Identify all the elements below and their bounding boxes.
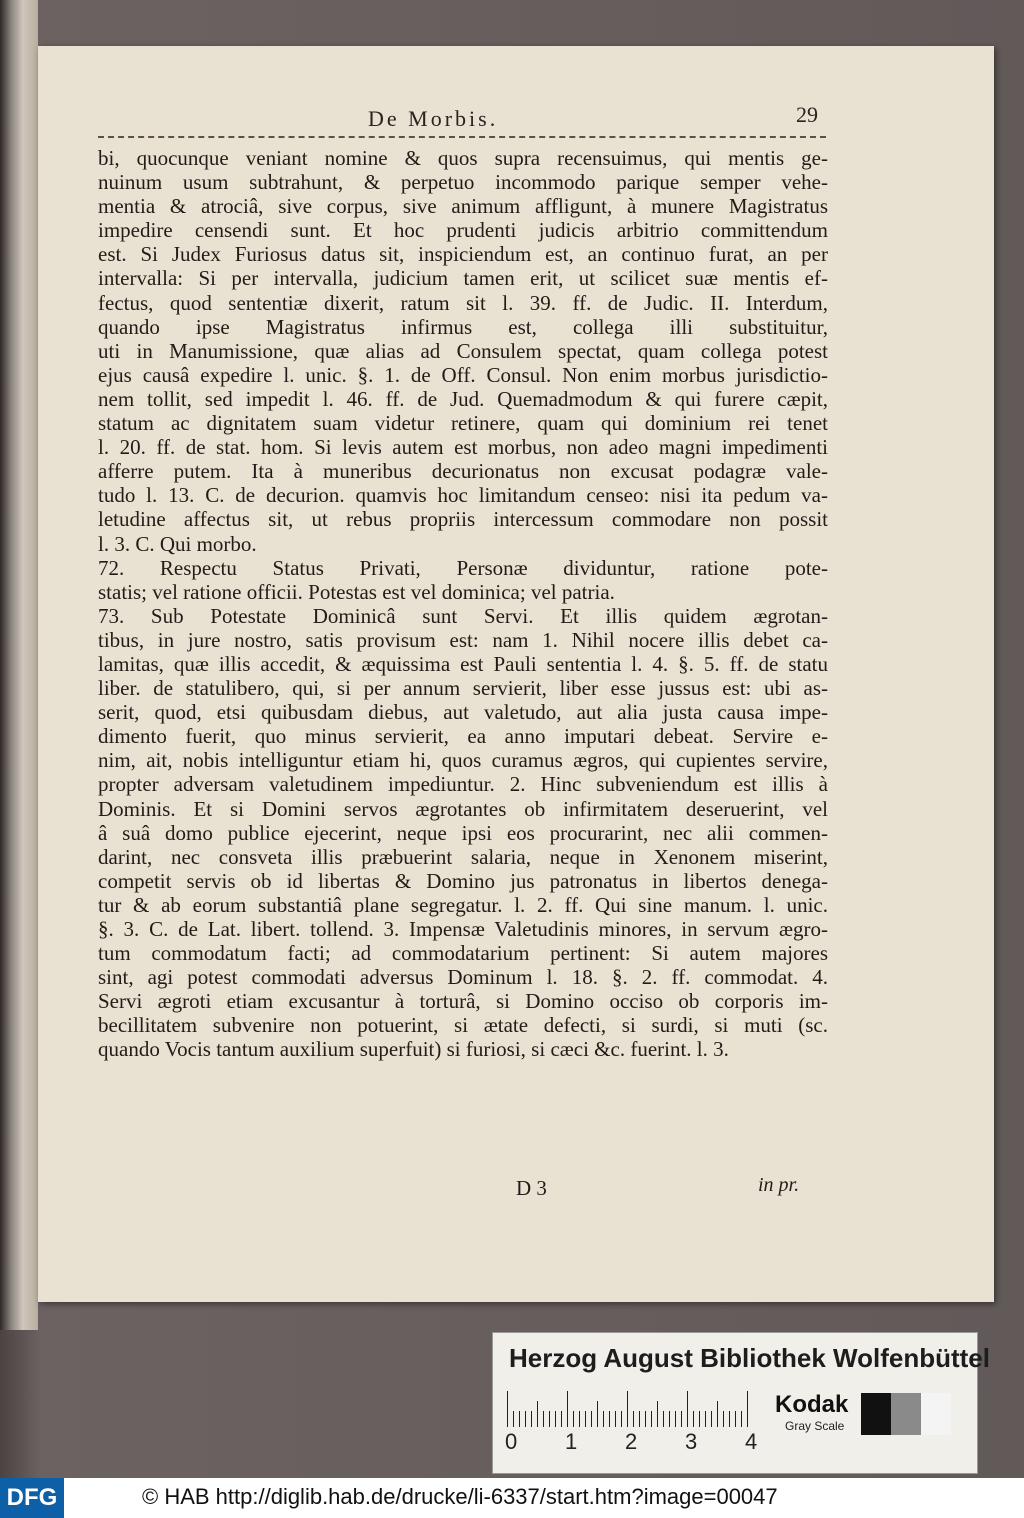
- text-line: statis; vel ratione officii. Potestas est vel dominica; vel patria.: [98, 579, 615, 604]
- library-label-card: [492, 1332, 990, 1474]
- ruler-tick: [603, 1411, 604, 1427]
- ruler-tick: [633, 1411, 634, 1427]
- text-line: Dominis. Et si Domini servos ægrotantes ob infirmitatem deseruerint, vel: [98, 796, 828, 821]
- text-line: nim, ait, nobis intelliguntur etiam hi, quos curamus ægros, qui cupientes servire,: [98, 748, 828, 773]
- text-line: â suâ domo publice ejecerint, neque ipsi eos procurarint, nec alii commen-: [98, 820, 828, 845]
- ruler-tick: [675, 1411, 676, 1427]
- ruler-number: 2: [625, 1429, 638, 1454]
- ruler-tick: [639, 1411, 640, 1427]
- ruler-tick: [621, 1411, 622, 1427]
- ruler-tick: [597, 1401, 598, 1427]
- text-line: nuinum usum subtrahunt, & perpetuo incommodo parique semper vehe-: [98, 170, 828, 195]
- ruler-tick: [681, 1411, 682, 1427]
- ruler-tick: [723, 1411, 724, 1427]
- ruler-tick: [615, 1411, 616, 1427]
- ruler-scale: [507, 1387, 753, 1427]
- running-title: De Morbis.: [368, 106, 499, 131]
- book-binding: [0, 0, 38, 1330]
- text-line: dimento fuerit, quo minus servierit, ea anno imputari debeat. Servire e-: [98, 724, 828, 749]
- text-line: 72. Respectu Status Privati, Personæ dividuntur, ratione pote-: [98, 555, 828, 580]
- ruler-tick: [729, 1411, 730, 1427]
- text-line: tibus, in jure nostro, satis provisum est: nam 1. Nihil nocere illis debet ca-: [98, 627, 828, 652]
- ruler-tick: [705, 1411, 706, 1427]
- ruler-tick: [537, 1401, 538, 1427]
- ruler-tick: [747, 1391, 748, 1427]
- dfg-logo[interactable]: DFG: [0, 1478, 64, 1518]
- ruler-tick: [645, 1411, 646, 1427]
- library-name: Herzog August Bibliothek Wolfenbüttel: [509, 1343, 990, 1373]
- ruler-tick: [609, 1411, 610, 1427]
- ruler-tick: [657, 1401, 658, 1427]
- ruler-tick: [567, 1391, 568, 1427]
- kodak-label: Kodak: [775, 1391, 849, 1418]
- ruler-tick: [669, 1411, 670, 1427]
- text-line: l. 20. ff. de stat. hom. Si levis autem est morbus, non adeo magni impedimenti: [98, 435, 828, 460]
- ruler-tick: [711, 1411, 712, 1427]
- ruler-tick: [699, 1411, 700, 1427]
- text-line: serit, quod, etsi quibusdam diebus, aut valetudo, aut alia justa causa impe-: [98, 700, 828, 725]
- book-page: [38, 46, 994, 1302]
- copyright-link[interactable]: © HAB http://diglib.hab.de/drucke/li-6337/start.htm?image=00047: [142, 1484, 778, 1509]
- signature-mark: D 3: [516, 1176, 547, 1200]
- ruler-tick: [651, 1411, 652, 1427]
- text-line: lamitas, quæ illis accedit, & æquissima est Pauli sententia l. 4. §. 5. ff. de statu: [98, 651, 828, 676]
- text-line: mentia & atrociâ, sive corpus, sive animum affligunt, à munere Magistratus: [98, 194, 828, 219]
- ruler-tick: [531, 1411, 532, 1427]
- ruler-tick: [663, 1411, 664, 1427]
- ruler-tick: [591, 1411, 592, 1427]
- text-line: quando Vocis tantum auxilium superfuit) si furiosi, si cæci &c. fuerint. l. 3.: [98, 1037, 729, 1062]
- ruler-tick: [735, 1411, 736, 1427]
- ruler-tick: [525, 1411, 526, 1427]
- ruler-tick: [573, 1411, 574, 1427]
- text-line: fectus, quod sententiæ dixerit, ratum sit l. 39. ff. de Judic. II. Interdum,: [98, 290, 828, 315]
- text-line: Servi ægroti etiam excusantur à torturâ, si Domino occiso ob corporis im-: [98, 989, 828, 1014]
- running-head: [38, 102, 994, 136]
- text-line: liber. de statulibero, qui, si per annum servierit, liber esse jussus est: ubi as-: [98, 676, 828, 701]
- page-body-text: [98, 146, 828, 1062]
- page-number: 29: [796, 102, 818, 127]
- ruler-tick: [585, 1411, 586, 1427]
- ruler-tick: [561, 1411, 562, 1427]
- gray-scale-swatches: [861, 1393, 951, 1435]
- text-line: propter adversam valetudinem impediuntur. 2. Hinc subveniendum est illis à: [98, 772, 828, 797]
- text-line: statum ac dignitatem suam videtur retinere, quam qui dominium rei tenet: [98, 411, 828, 436]
- text-line: tum commodatum facti; ad commodatarium pertinent: Si autem majores: [98, 941, 828, 966]
- text-line: intervalla: Si per intervalla, judicium tamen erit, ut scilicet suæ mentis ef-: [98, 266, 828, 291]
- ruler-tick: [579, 1411, 580, 1427]
- text-line: uti in Manumissione, quæ alias ad Consulem spectat, quam collega potest: [98, 338, 828, 363]
- text-line: l. 3. C. Qui morbo.: [98, 531, 257, 556]
- ruler-tick: [741, 1411, 742, 1427]
- gray-swatch: [861, 1393, 891, 1435]
- text-line: nem tollit, sed impedit l. 46. ff. de Jud. Quemadmodum & qui furere cæpit,: [98, 386, 828, 411]
- ruler-tick: [519, 1411, 520, 1427]
- ruler-tick: [549, 1411, 550, 1427]
- text-line: darint, nec consveta illis præbuerint salaria, neque in Xenonem miserint,: [98, 844, 828, 869]
- ruler-number: 4: [745, 1429, 758, 1454]
- ruler-number: 0: [505, 1429, 518, 1454]
- ruler-tick: [513, 1411, 514, 1427]
- text-line: impedire censendi sunt. Et hoc prudenti judicis arbitrio committendum: [98, 218, 828, 243]
- text-line: tudo l. 13. C. de decurion. quamvis hoc limitandum censeo: nisi ita pedum va-: [98, 483, 828, 508]
- text-line: bi, quocunque veniant nomine & quos supra recensuimus, qui mentis ge-: [98, 146, 828, 170]
- gray-scale-label: Gray Scale: [785, 1419, 845, 1433]
- text-line: quando ipse Magistratus infirmus est, collega illi substituitur,: [98, 314, 828, 339]
- text-line: letudine affectus sit, ut rebus propriis intercessum commodare non possit: [98, 507, 828, 532]
- ruler-tick: [507, 1391, 508, 1427]
- gray-swatch: [921, 1393, 951, 1435]
- ruler-numbers: [505, 1429, 758, 1459]
- catchword: in pr.: [758, 1174, 800, 1196]
- ruler-number: 3: [685, 1429, 698, 1454]
- text-line: 73. Sub Potestate Dominicâ sunt Servi. Et illis quidem ægrotan-: [98, 603, 828, 628]
- text-line: tur & ab eorum substantiâ plane segregatur. l. 2. ff. Qui sine manum. l. unic.: [98, 892, 828, 917]
- text-line: competit servis ob id libertas & Domino jus patronatus in libertos denega-: [98, 868, 828, 893]
- text-line: est. Si Judex Furiosus datus sit, inspiciendum est, an continuo furat, an per: [98, 242, 828, 267]
- viewer-footer: [0, 1478, 1024, 1518]
- ruler-tick: [555, 1411, 556, 1427]
- text-line: becillitatem subvenire non potuerint, si ætate defecti, si surdi, si muti (sc.: [98, 1013, 828, 1038]
- text-line: §. 3. C. de Lat. libert. tollend. 3. Impensæ Valetudinis minores, in servum ægro-: [98, 917, 828, 941]
- header-rule: [98, 136, 826, 138]
- ruler-tick: [543, 1411, 544, 1427]
- ruler-tick: [693, 1411, 694, 1427]
- gray-swatch: [891, 1393, 921, 1435]
- ruler-tick: [717, 1401, 718, 1427]
- ruler-tick: [627, 1391, 628, 1427]
- ruler-tick: [687, 1391, 688, 1427]
- text-line: ejus causâ expedire l. unic. §. 1. de Off. Consul. Non enim morbus jurisdictio-: [98, 362, 828, 387]
- text-line: afferre putem. Ita à muneribus decurionatus non excusat podagræ vale-: [98, 459, 828, 484]
- ruler-number: 1: [565, 1429, 578, 1454]
- text-line: sint, agi potest commodati adversus Dominum l. 18. §. 2. ff. commodat. 4.: [98, 965, 828, 990]
